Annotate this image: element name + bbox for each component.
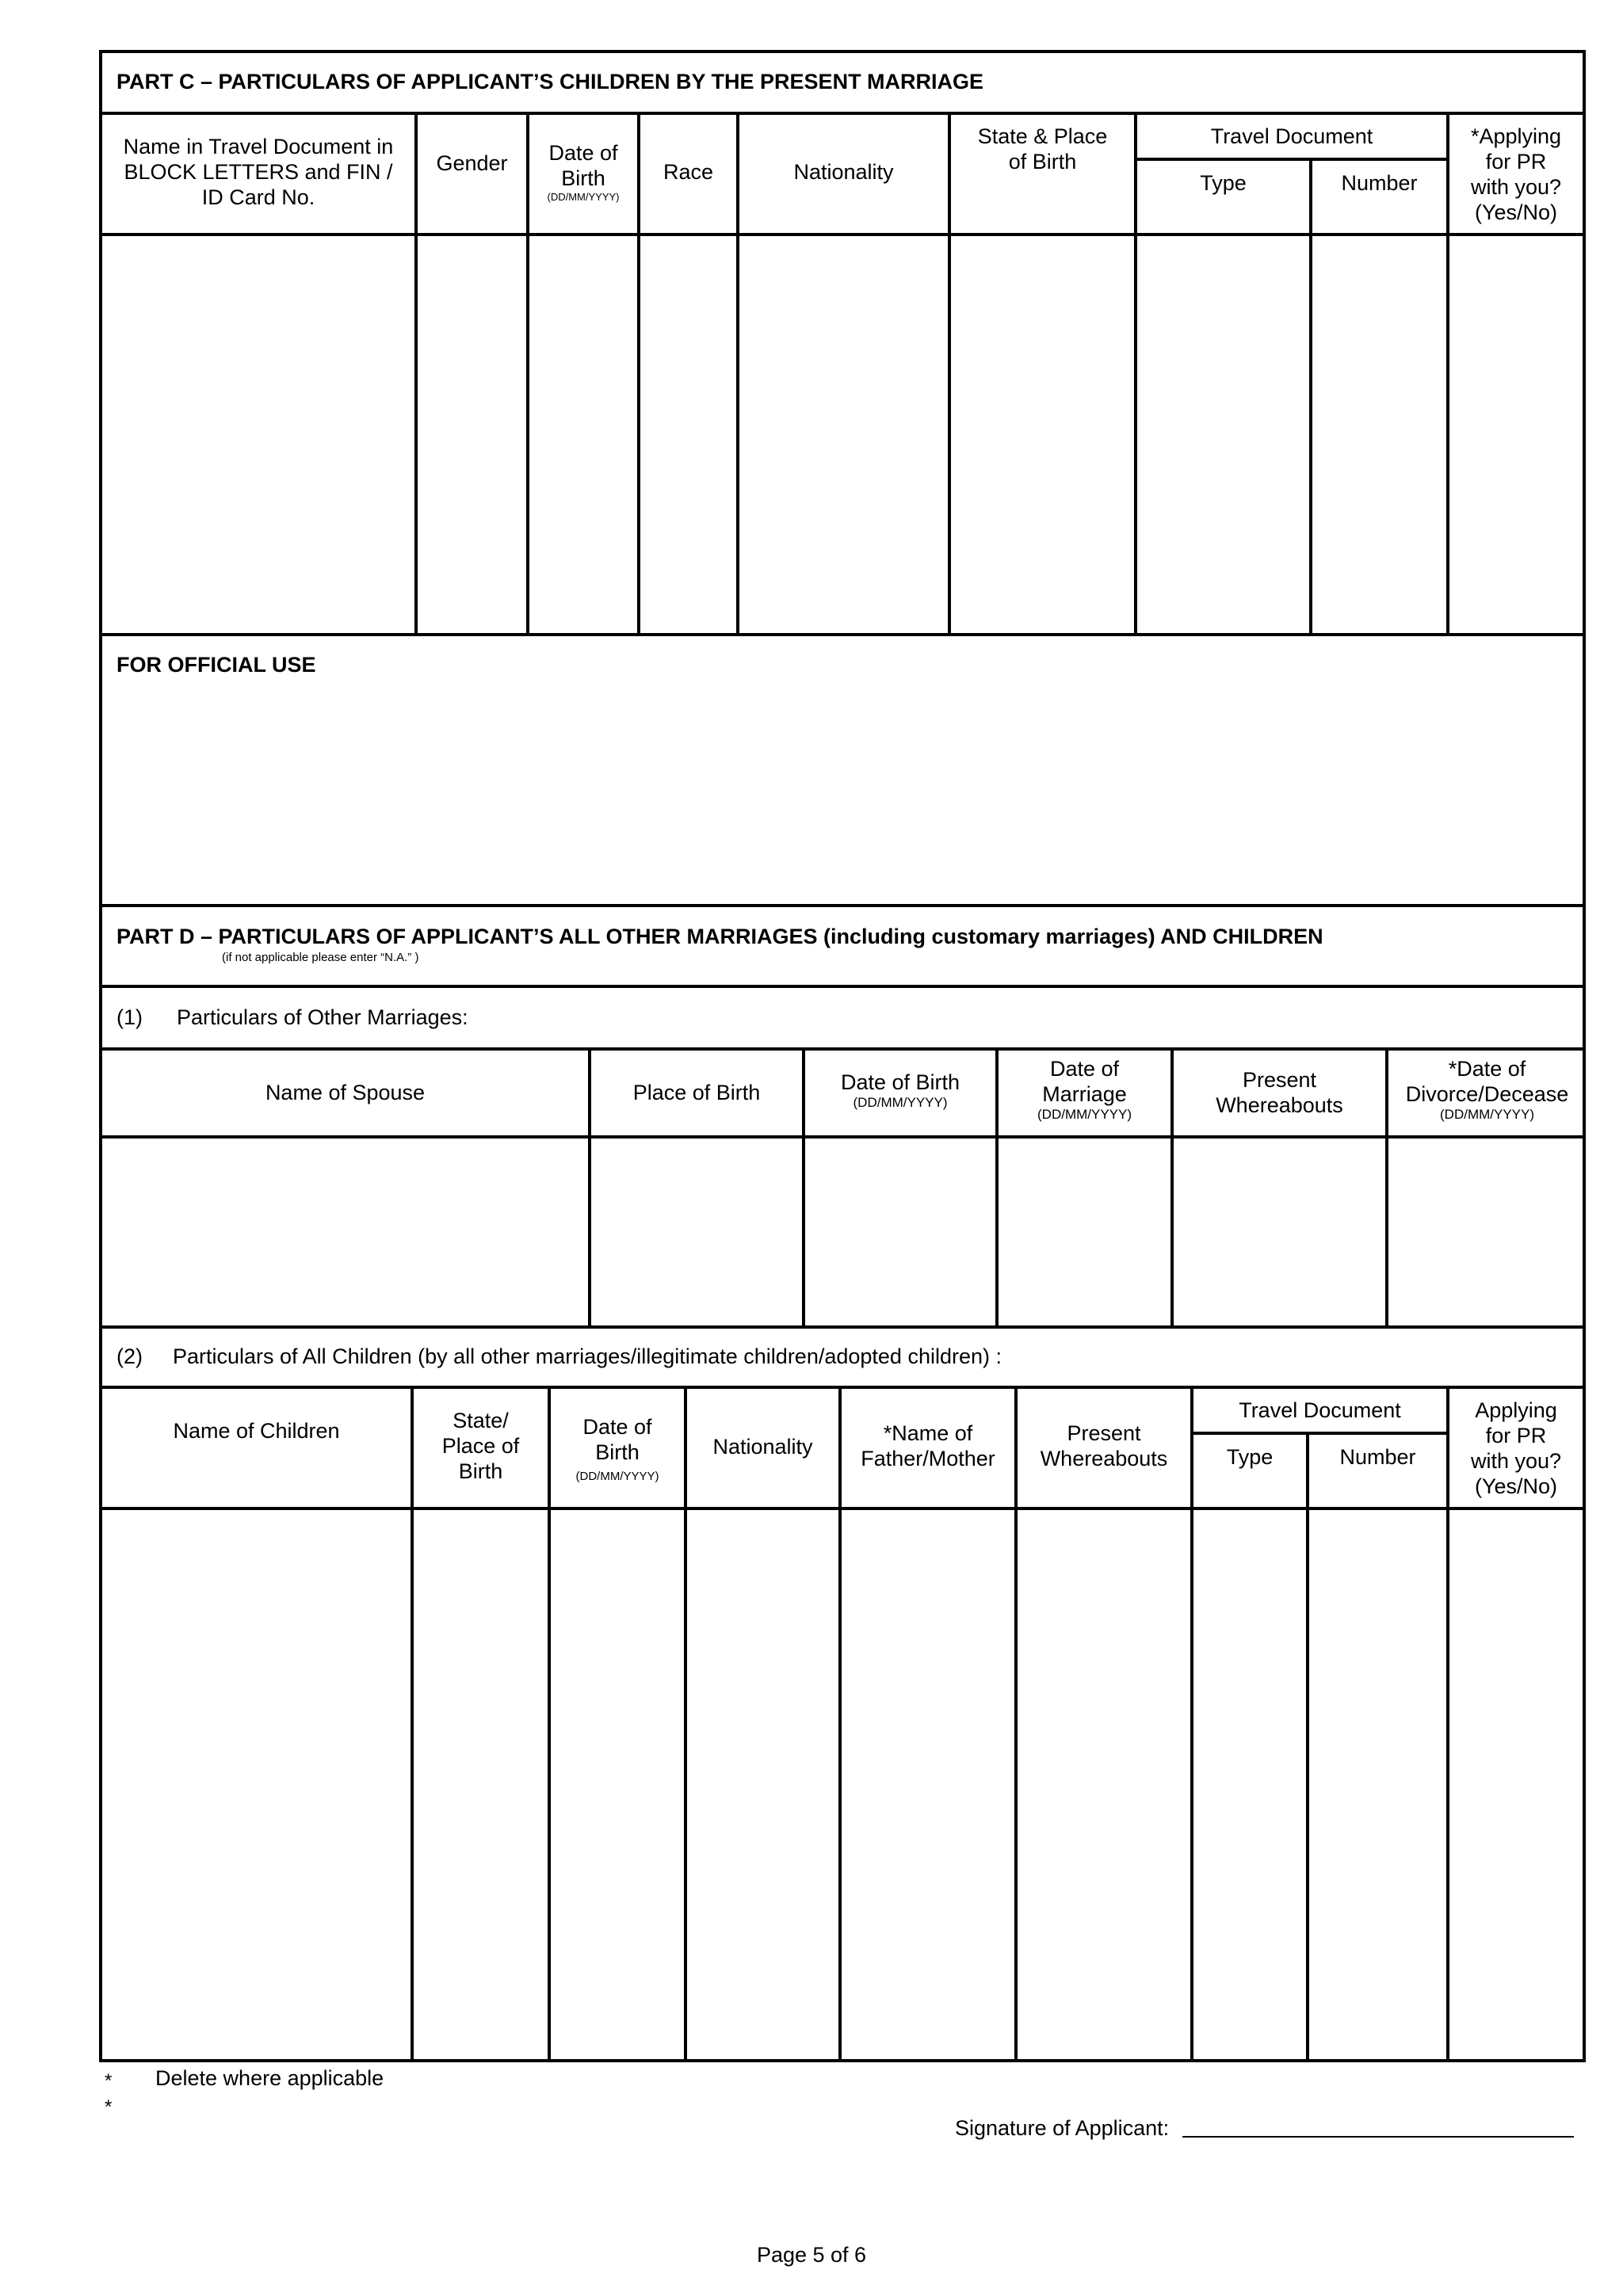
header-children-dob: Date of Birth (DD/MM/YYYY): [575, 1415, 659, 1483]
part-c-title: PART C – PARTICULARS OF APPLICANT’S CHILDREN BY THE PRESENT MARRIAGE: [116, 70, 984, 93]
footnote-text: Delete where applicable: [155, 2066, 384, 2090]
header-children-state: State/ Place of Birth: [441, 1409, 520, 1483]
section2-label: Particulars of All Children (by all other marriages/illegitimate children/adopted children) :: [173, 1344, 1002, 1368]
header-dob: Date of Birth (DD/MM/YYYY): [547, 141, 620, 203]
signature-line: [1182, 2136, 1574, 2138]
header-children-whereabouts: Present Whereabouts: [1040, 1421, 1168, 1470]
header-gender: Gender: [436, 151, 508, 175]
marriages-header-rule: [99, 1135, 1586, 1138]
travel-doc-subrule: [1134, 158, 1449, 161]
header-children-travel-document: Travel Document: [1239, 1398, 1401, 1422]
col-divider: [1306, 1432, 1309, 2062]
col-divider: [548, 1386, 551, 2062]
header-applying-pr: *Applying for PR with you? (Yes/No): [1470, 124, 1562, 224]
footnote-asterisk: *: [105, 2096, 113, 2118]
children-travel-doc-subrule: [1190, 1432, 1446, 1435]
part-c-title-rule: [99, 112, 1586, 115]
section1-number: (1): [116, 1005, 143, 1029]
page-number: Page 5 of 6: [756, 2243, 867, 2267]
header-travel-document: Travel Document: [1210, 124, 1373, 148]
header-marriage-dob: Date of Birth (DD/MM/YYYY): [840, 1070, 960, 1110]
header-marriage-date: Date of Marriage (DD/MM/YYYY): [1037, 1057, 1132, 1122]
header-children-parent: *Name of Father/Mother: [861, 1421, 995, 1470]
col-divider: [838, 1386, 842, 2062]
part-d-note: (if not applicable please enter “N.A.” ): [222, 951, 419, 964]
header-divorce-date: *Date of Divorce/Decease (DD/MM/YYYY): [1405, 1057, 1569, 1122]
col-divider: [684, 1386, 687, 2062]
header-children-nationality: Nationality: [712, 1435, 813, 1459]
header-children-name: Name of Children: [173, 1419, 340, 1443]
col-divider: [414, 112, 418, 636]
section1-label: Particulars of Other Marriages:: [177, 1005, 468, 1029]
official-use-box: [99, 633, 1586, 907]
header-place-of-birth: Place of Birth: [632, 1081, 761, 1104]
official-use-title: FOR OFFICIAL USE: [116, 653, 316, 677]
col-divider: [637, 112, 640, 636]
header-nationality: Nationality: [793, 160, 894, 184]
col-divider: [1309, 158, 1312, 636]
col-divider: [411, 1386, 414, 2062]
header-number: Number: [1341, 171, 1418, 195]
header-type: Type: [1200, 171, 1247, 195]
col-divider: [736, 112, 739, 636]
header-marriage-whereabouts: Present Whereabouts: [1216, 1068, 1343, 1117]
part-c-header-rule: [99, 233, 1586, 236]
section2-number: (2): [116, 1344, 143, 1368]
col-divider: [948, 112, 951, 636]
header-race: Race: [663, 160, 714, 184]
children-header-rule: [99, 1507, 1586, 1510]
header-children-type: Type: [1226, 1445, 1274, 1469]
header-state-place: State & Place of Birth: [977, 124, 1108, 174]
col-divider: [1014, 1386, 1018, 2062]
footnote-asterisk: *: [105, 2070, 113, 2092]
part-d-title: PART D – PARTICULARS OF APPLICANT’S ALL OTHER MARRIAGES (including customary marriages) AND CHILDREN: [116, 925, 1323, 948]
signature-label: Signature of Applicant:: [955, 2116, 1170, 2140]
header-name: Name in Travel Document in BLOCK LETTERS and FIN / ID Card No.: [123, 135, 394, 209]
header-children-applying-pr: Applying for PR with you? (Yes/No): [1470, 1398, 1562, 1498]
header-children-number: Number: [1339, 1445, 1416, 1469]
col-divider: [1190, 1386, 1193, 2062]
header-spouse: Name of Spouse: [265, 1081, 426, 1104]
children-table: [99, 1386, 1586, 2062]
